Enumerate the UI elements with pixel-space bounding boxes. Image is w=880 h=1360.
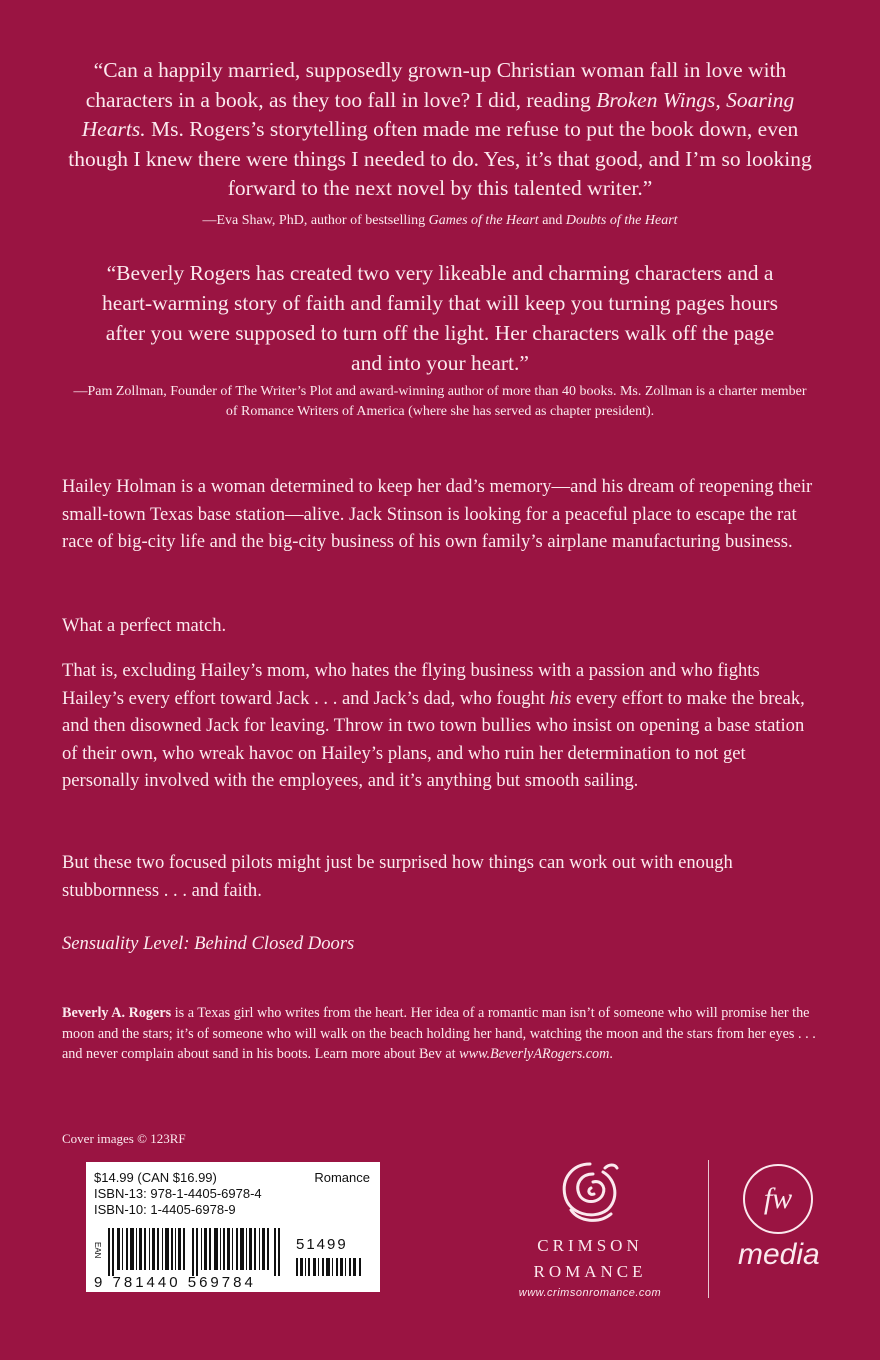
quote-attribution-pam-zollman: —Pam Zollman, Founder of The Writer’s Plot and award-winning author of more than 40 books. Ms. Zollman is a charter member of Romance Writers of America (where she has served as chapter president). <box>73 384 807 419</box>
author-bio: Beverly A. Rogers is a Texas girl who writes from the heart. Her idea of a romantic man isn’t of someone who will promise her the moon and the stars; it’s of someone who will walk on the beach holding her hand, watching the moon and the stars from her eyes . . . and never complain about sand in his boots. Learn more about Bev at www.BeverlyARogers.com. <box>62 1005 816 1062</box>
barcode-digits: 9 781440 569784 <box>94 1274 256 1291</box>
blurb-paragraph-3: That is, excluding Hailey’s mom, who hates the flying business with a passion and who fights Hailey’s every effort toward Jack . . . and Jack’s dad, who fought his every effort to make the break, and then disowned Jack for leaving. Throw in two town bullies who insist on opening a base station of their own, who wreak havoc on Hailey’s plans, and who ruin her determination to not get personally involved with the employees, and it’s anything but smooth sailing. <box>62 660 805 791</box>
barcode-icon <box>108 1228 288 1276</box>
logo-divider <box>708 1160 709 1298</box>
book-title: Broken Wings, Soaring Hearts. <box>81 87 795 141</box>
author-website: www.BeverlyARogers.com <box>459 1046 610 1062</box>
barcode-addon-digits: 51499 <box>296 1236 348 1253</box>
blurb-paragraph-2: What a perfect match. <box>62 615 227 636</box>
price: $14.99 (CAN $16.99) <box>94 1170 217 1185</box>
blurb-paragraph-1: Hailey Holman is a woman determined to keep her dad’s memory—and his dream of reopening their small-town Texas base station—alive. Jack Stinson is looking for a peaceful place to escape the rat race of big-city life and the big-city business of his own family’s airplane manufacturing business. <box>62 476 813 552</box>
addon-barcode-icon <box>296 1258 366 1276</box>
barcode-box <box>86 1162 380 1292</box>
quote-attribution-eva-shaw: —Eva Shaw, PhD, author of bestselling Games of the Heart and Doubts of the Heart <box>202 213 678 228</box>
ean-label: EAN <box>93 1242 102 1259</box>
blurb-paragraph-4: But these two focused pilots might just be surprised how things can work out with enough stubbornness . . . and faith. <box>62 852 733 901</box>
rose-icon <box>553 1156 627 1226</box>
quote-pam-zollman: “Beverly Rogers has created two very likeable and charming characters and a heart-warming story of faith and family that will keep you turning pages hours after you were supposed to turn off the light. Her characters walk off the page and into your heart.” <box>102 261 778 375</box>
fw-circle-icon: fw <box>743 1164 813 1234</box>
fw-media-label: media <box>738 1238 820 1271</box>
publisher-url: www.crimsonromance.com <box>518 1287 662 1299</box>
cover-credit: Cover images © 123RF <box>62 1131 186 1146</box>
fw-media-logo <box>738 1164 818 1272</box>
isbn-10: ISBN-10: 1-4405-6978-9 <box>94 1202 236 1217</box>
quote-eva-shaw: “Can a happily married, supposedly grown-up Christian woman fall in love with characters in a book, as they too fall in love? I did, reading Broken Wings, Soaring Hearts. Ms. Rogers’s storytelling often made me refuse to put the book down, even though I knew there were things I needed to do. Yes, it’s that good, and I’m so looking forward to the next novel by this talented writer.” <box>68 58 812 200</box>
publisher-name-line-2: ROMANCE <box>533 1262 647 1281</box>
genre-label: Romance <box>314 1170 370 1185</box>
isbn-13: ISBN-13: 978-1-4405-6978-4 <box>94 1186 262 1201</box>
publisher-name-line-1: CRIMSON <box>537 1236 643 1255</box>
author-name: Beverly A. Rogers <box>62 1005 172 1021</box>
sensuality-level: Sensuality Level: Behind Closed Doors <box>62 933 355 954</box>
crimson-romance-logo <box>500 1156 680 1299</box>
